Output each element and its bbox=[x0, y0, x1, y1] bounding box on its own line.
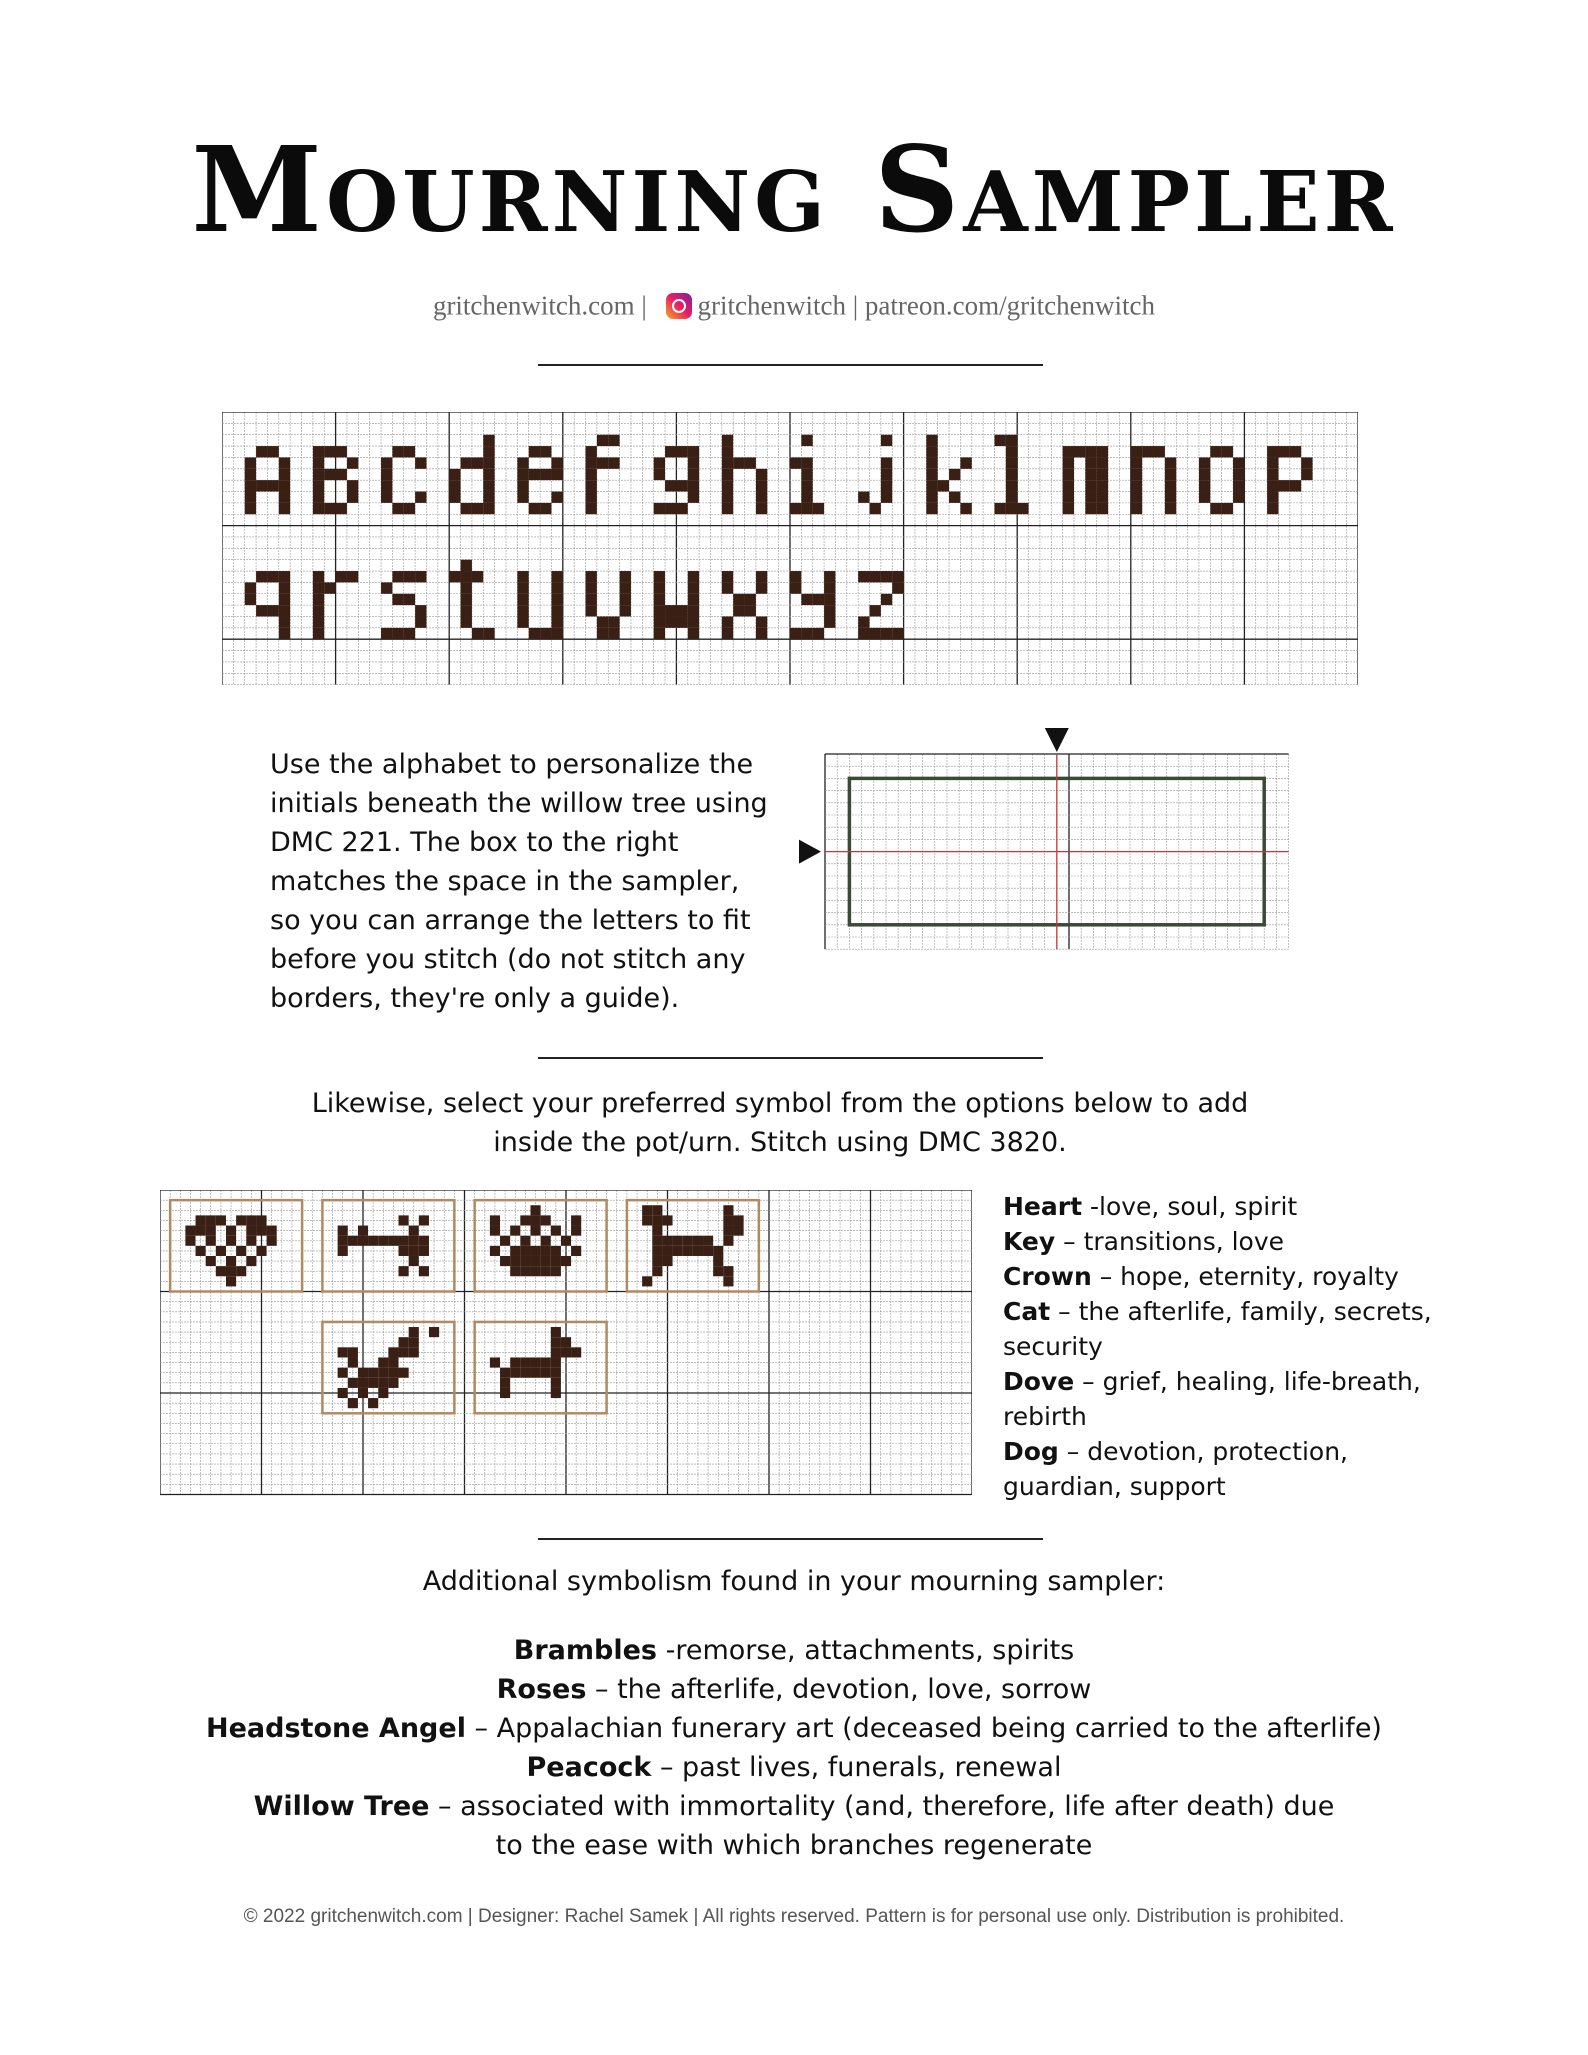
symbol-item-dove: Dove – grief, healing, life-breath, rebirth bbox=[1003, 1367, 1421, 1431]
symbol-item-crown: Crown – hope, eternity, royalty bbox=[1003, 1262, 1399, 1291]
alphabet-chart bbox=[222, 412, 1358, 692]
symbol-item-key: Key – transitions, love bbox=[1003, 1227, 1285, 1256]
symbol-chart bbox=[160, 1190, 972, 1500]
page-title: Mourning Sampler bbox=[191, 120, 1397, 259]
additional-item-willow-tree: Willow Tree – associated with immortality (and, therefore, life after death) due to the ease with which branches regenerate bbox=[253, 1791, 1335, 1861]
symbol-item-cat: Cat – the afterlife, family, secrets, security bbox=[1003, 1297, 1432, 1361]
additional-list bbox=[160, 1631, 1428, 1865]
additional-item-roses: Roses – the afterlife, devotion, love, sorrow bbox=[496, 1674, 1092, 1705]
letter-m bbox=[1063, 446, 1108, 514]
additional-heading: Additional symbolism found in your mourning sampler: bbox=[422, 1566, 1166, 1597]
instagram-icon bbox=[666, 293, 692, 319]
additional-item-headstone-angel: Headstone Angel – Appalachian funerary art (deceased being carried to the afterlife) bbox=[206, 1713, 1382, 1744]
top-center-arrow bbox=[1045, 728, 1069, 752]
left-center-arrow bbox=[799, 840, 821, 864]
symbol-item-dog: Dog – devotion, protection, guardian, support bbox=[1003, 1437, 1349, 1501]
divider bbox=[538, 1057, 1043, 1059]
additional-item-brambles: Brambles -remorse, attachments, spirits bbox=[513, 1635, 1075, 1666]
symbol-list bbox=[1003, 1189, 1443, 1504]
divider bbox=[538, 364, 1043, 366]
additional-item-peacock: Peacock – past lives, funerals, renewal bbox=[526, 1752, 1062, 1783]
instagram-link[interactable]: gritchenwitch bbox=[697, 290, 846, 321]
patreon-link[interactable]: | patreon.com/gritchenwitch bbox=[852, 290, 1156, 321]
alphabet-instructions: Use the alphabet to personalize the initials beneath the willow tree using DMC 221. The box to the right matches the space in the sampler, so you can arrange the letters to fit before you stitch (do not stitch any borders, they're only a guide). bbox=[270, 749, 768, 1014]
site-link[interactable]: gritchenwitch.com | bbox=[432, 290, 647, 321]
divider bbox=[538, 1538, 1043, 1540]
initials-guide-grid bbox=[790, 720, 1330, 1010]
header-links bbox=[0, 288, 1588, 321]
footer-copyright: © 2022 gritchenwitch.com | Designer: Rachel Samek | All rights reserved. Pattern is for personal use only. Distribution is prohibited. bbox=[243, 1906, 1345, 1927]
symbol-intro: Likewise, select your preferred symbol from the options below to add inside the pot/urn. Stitch using DMC 3820. bbox=[311, 1088, 1249, 1158]
symbol-item-heart: Heart -love, soul, spirit bbox=[1003, 1192, 1298, 1221]
